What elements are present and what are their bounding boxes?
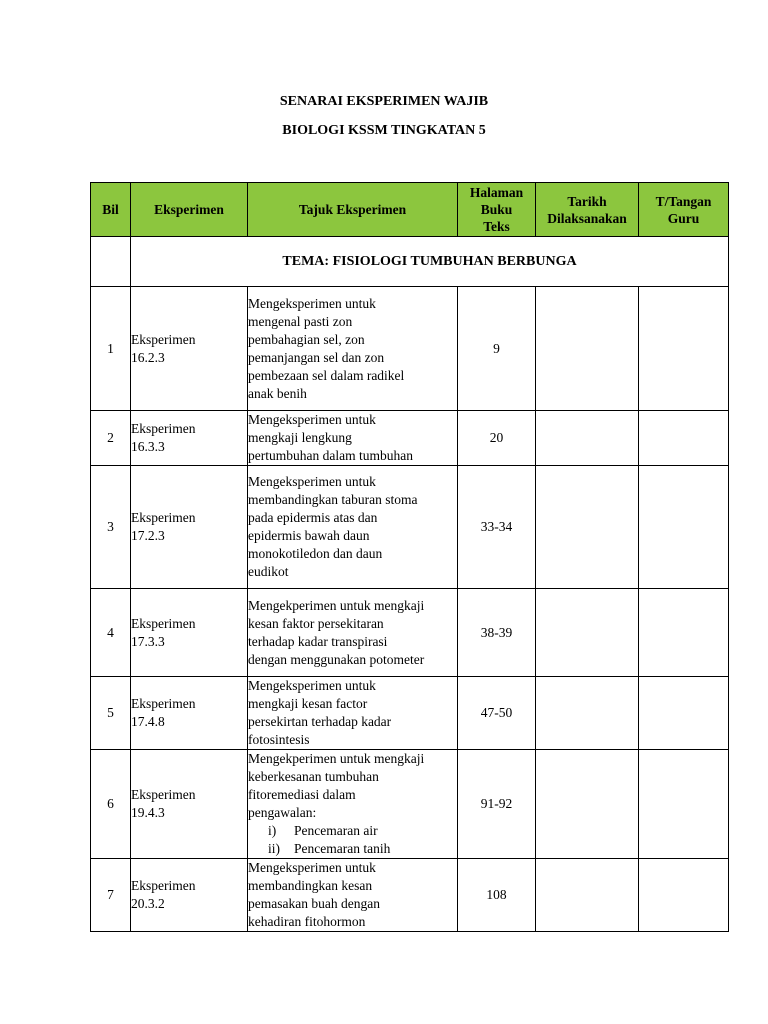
cell-halaman: 108: [458, 859, 536, 932]
cell-tajuk: [248, 750, 458, 859]
cell-tajuk: [248, 287, 458, 411]
tajuk-line: Mengeksperimen untuk: [248, 678, 376, 693]
table-row: [91, 677, 729, 750]
header-tarikh: [536, 183, 639, 237]
cell-tajuk: [248, 589, 458, 677]
cell-tangan: [639, 287, 729, 411]
header-halaman-line: Teks: [483, 219, 510, 234]
eksperimen-line: Eksperimen: [131, 787, 196, 802]
cell-tajuk: [248, 466, 458, 589]
tema-heading: TEMA: FISIOLOGI TUMBUHAN BERBUNGA: [131, 237, 729, 287]
tajuk-line: anak benih: [248, 385, 307, 401]
cell-halaman: 33-34: [458, 466, 536, 589]
eksperimen-line: 17.4.8: [131, 714, 165, 729]
cell-tarikh: [536, 677, 639, 750]
tajuk-line: pemasakan buah dengan: [248, 896, 380, 911]
header-halaman-line: Buku: [480, 202, 513, 217]
header-tajuk: Tajuk Eksperimen: [248, 183, 458, 237]
tajuk-line: mengkaji kesan factor: [248, 696, 368, 711]
table-row: [91, 287, 729, 411]
tajuk-line: Mengeksperimen untuk: [248, 295, 376, 311]
cell-tangan: [639, 677, 729, 750]
tajuk-line: fotosintesis: [248, 732, 310, 747]
eksperimen-line: 17.2.3: [131, 528, 165, 543]
cell-eksperimen: [131, 411, 248, 466]
eksperimen-line: 16.2.3: [131, 349, 165, 365]
cell-eksperimen: [131, 677, 248, 750]
tajuk-line: membandingkan taburan stoma: [248, 492, 418, 507]
cell-tangan: [639, 411, 729, 466]
sub-list-item: [248, 840, 457, 858]
cell-bil: 7: [91, 859, 131, 932]
cell-halaman: 91-92: [458, 750, 536, 859]
tajuk-line: keberkesanan tumbuhan: [248, 769, 379, 784]
tajuk-line: pertumbuhan dalam tumbuhan: [248, 448, 413, 463]
table-row: [91, 589, 729, 677]
sub-list-number: i): [268, 823, 277, 838]
cell-eksperimen: [131, 466, 248, 589]
tajuk-line: Mengeksperimen untuk: [248, 412, 376, 427]
tajuk-line: Mengeksperimen untuk: [248, 860, 376, 875]
cell-eksperimen: [131, 589, 248, 677]
header-halaman-line: Halaman: [469, 185, 524, 200]
header-tarikh-line: Tarikh: [567, 193, 607, 209]
cell-halaman: 38-39: [458, 589, 536, 677]
header-tarikh-line: Dilaksanakan: [547, 210, 627, 226]
tajuk-line: fitoremediasi dalam: [248, 787, 356, 802]
cell-eksperimen: [131, 859, 248, 932]
cell-bil: 6: [91, 750, 131, 859]
tajuk-line: terhadap kadar transpirasi: [248, 633, 388, 649]
eksperimen-line: Eksperimen: [131, 878, 196, 893]
cell-tangan: [639, 589, 729, 677]
header-tangan-line: T/Tangan: [655, 193, 712, 209]
header-tangan-line: Guru: [667, 210, 700, 226]
tajuk-line: pemanjangan sel dan zon: [248, 349, 385, 365]
tajuk-line: pengawalan:: [248, 805, 317, 820]
eksperimen-line: 16.3.3: [131, 439, 165, 454]
tajuk-line: epidermis bawah daun: [248, 528, 370, 543]
cell-tajuk: [248, 411, 458, 466]
document-title: SENARAI EKSPERIMEN WAJIB: [279, 94, 489, 109]
eksperimen-line: Eksperimen: [131, 421, 196, 436]
table-row: [91, 859, 729, 932]
tajuk-line: mengkaji lengkung: [248, 430, 352, 445]
cell-tangan: [639, 859, 729, 932]
sub-list-text: Pencemaran air: [294, 823, 378, 838]
cell-tajuk: [248, 677, 458, 750]
tajuk-line: mengenal pasti zon: [248, 313, 353, 329]
sub-list-text: Pencemaran tanih: [294, 841, 391, 856]
eksperimen-line: Eksperimen: [131, 331, 196, 347]
cell-tajuk: [248, 859, 458, 932]
cell-tarikh: [536, 287, 639, 411]
cell-bil: 2: [91, 411, 131, 466]
table-row: [91, 750, 729, 859]
eksperimen-line: 20.3.2: [131, 896, 165, 911]
cell-eksperimen: [131, 287, 248, 411]
header-bil: Bil: [91, 183, 131, 237]
cell-tangan: [639, 466, 729, 589]
cell-halaman: 9: [458, 287, 536, 411]
sub-list-number: ii): [268, 841, 280, 856]
tajuk-line: Mengekperimen untuk mengkaji: [248, 597, 425, 613]
eksperimen-line: 19.4.3: [131, 805, 165, 820]
tajuk-line: kehadiran fitohormon: [248, 914, 366, 929]
tajuk-line: pembezaan sel dalam radikel: [248, 367, 405, 383]
cell-bil: 4: [91, 589, 131, 677]
cell-halaman: 20: [458, 411, 536, 466]
tajuk-line: kesan faktor persekitaran: [248, 615, 384, 631]
tajuk-line: Mengekperimen untuk mengkaji: [248, 751, 425, 766]
table-row: [91, 466, 729, 589]
eksperimen-line: Eksperimen: [131, 615, 196, 631]
header-eksperimen: Eksperimen: [131, 183, 248, 237]
header-halaman: [458, 183, 536, 237]
tajuk-line: Mengeksperimen untuk: [248, 474, 376, 489]
cell-bil: 1: [91, 287, 131, 411]
document-subtitle: BIOLOGI KSSM TINGKATAN 5: [282, 123, 486, 138]
tajuk-line: pada epidermis atas dan: [248, 510, 378, 525]
eksperimen-line: Eksperimen: [131, 510, 196, 525]
tajuk-line: pembahagian sel, zon: [248, 331, 365, 347]
eksperimen-line: 17.3.3: [131, 633, 165, 649]
cell-tarikh: [536, 859, 639, 932]
tajuk-line: monokotiledon dan daun: [248, 546, 383, 561]
sub-list-item: [248, 822, 457, 840]
cell-tarikh: [536, 466, 639, 589]
eksperimen-line: Eksperimen: [131, 696, 196, 711]
tajuk-line: dengan menggunakan potometer: [248, 651, 425, 667]
cell-bil: 3: [91, 466, 131, 589]
tajuk-line: eudikot: [248, 564, 289, 579]
cell-tarikh: [536, 411, 639, 466]
table-row: [91, 411, 729, 466]
tajuk-line: membandingkan kesan: [248, 878, 373, 893]
tajuk-line: persekirtan terhadap kadar: [248, 714, 392, 729]
tema-row: [91, 237, 729, 287]
header-row: [91, 183, 729, 237]
cell-tangan: [639, 750, 729, 859]
tema-blank-cell: [91, 237, 131, 287]
cell-bil: 5: [91, 677, 131, 750]
experiment-table: [90, 182, 729, 932]
cell-eksperimen: [131, 750, 248, 859]
cell-tarikh: [536, 589, 639, 677]
cell-halaman: 47-50: [458, 677, 536, 750]
cell-tarikh: [536, 750, 639, 859]
header-tangan: [639, 183, 729, 237]
